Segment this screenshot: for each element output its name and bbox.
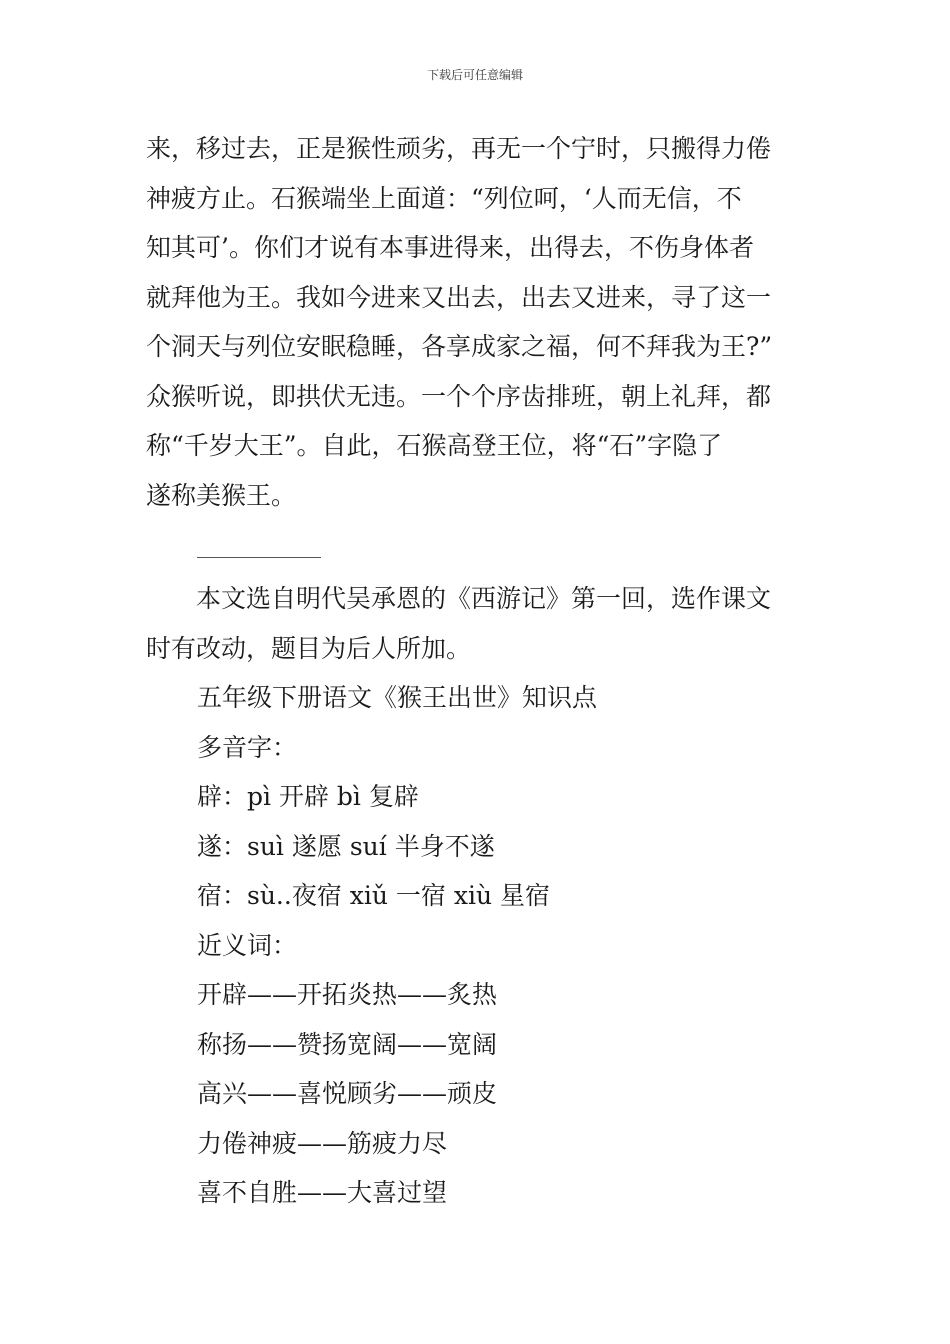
footnote-line: 本文选自明代吴承恩的《西游记》第一回，选作课文 bbox=[196, 584, 772, 613]
page-header: 下载后可任意编辑 bbox=[426, 68, 523, 82]
story-line: 就拜他为王。我如今进来又出去，出去又进来，寻了这一 bbox=[146, 282, 772, 312]
synonym-item: 开辟——开拓炎热——炙热 bbox=[197, 980, 498, 1009]
footnote-line: 时有改动，题目为后人所加。 bbox=[146, 633, 472, 663]
synonym-item: 力倦神疲——筋疲力尽 bbox=[197, 1128, 448, 1158]
synonym-item: 喜不自胜——大喜过望 bbox=[197, 1178, 448, 1207]
story-line: 知其可’。你们才说有本事进得来，出得去，不伤身体者 bbox=[146, 233, 754, 262]
knowledge-title: 五年级下册语文《猴王出世》知识点 bbox=[197, 683, 598, 712]
polyphone-item: 辟：pì 开辟 bì 复辟 bbox=[197, 782, 419, 811]
polyphone-item: 宿：sù..夜宿 xiǔ 一宿 xiù 星宿 bbox=[197, 881, 551, 910]
story-line: 众猴听说，即拱伏无违。一个个序齿排班，朝上礼拜，都 bbox=[146, 381, 772, 411]
story-line: 个洞天与列位安眠稳睡，各享成家之福，何不拜我为王?” bbox=[146, 332, 773, 361]
synonym-item: 称扬——赞扬宽阔——宽阔 bbox=[197, 1029, 498, 1059]
story-line: 来，移过去，正是猴性顽劣，再无一个宁时，只搬得力倦 bbox=[146, 134, 772, 163]
notes-section bbox=[146, 574, 808, 1218]
synonym-heading: 近义词： bbox=[197, 930, 298, 960]
polyphone-heading: 多音字： bbox=[197, 732, 298, 762]
story-line: 遂称美猴王。 bbox=[146, 480, 297, 510]
story-line: 神疲方止。石猴端坐上面道：“列位呵，‘人而无信，不 bbox=[146, 183, 742, 213]
footnote-divider bbox=[197, 557, 321, 558]
story-line: 称“千岁大王”。自此，石猴高登王位，将“石”字隐了 bbox=[146, 431, 723, 460]
synonym-item: 高兴——喜悦顾劣——顽皮 bbox=[197, 1079, 498, 1108]
polyphone-item: 遂：suì 遂愿 suí 半身不遂 bbox=[197, 831, 495, 861]
story-text bbox=[146, 124, 808, 520]
